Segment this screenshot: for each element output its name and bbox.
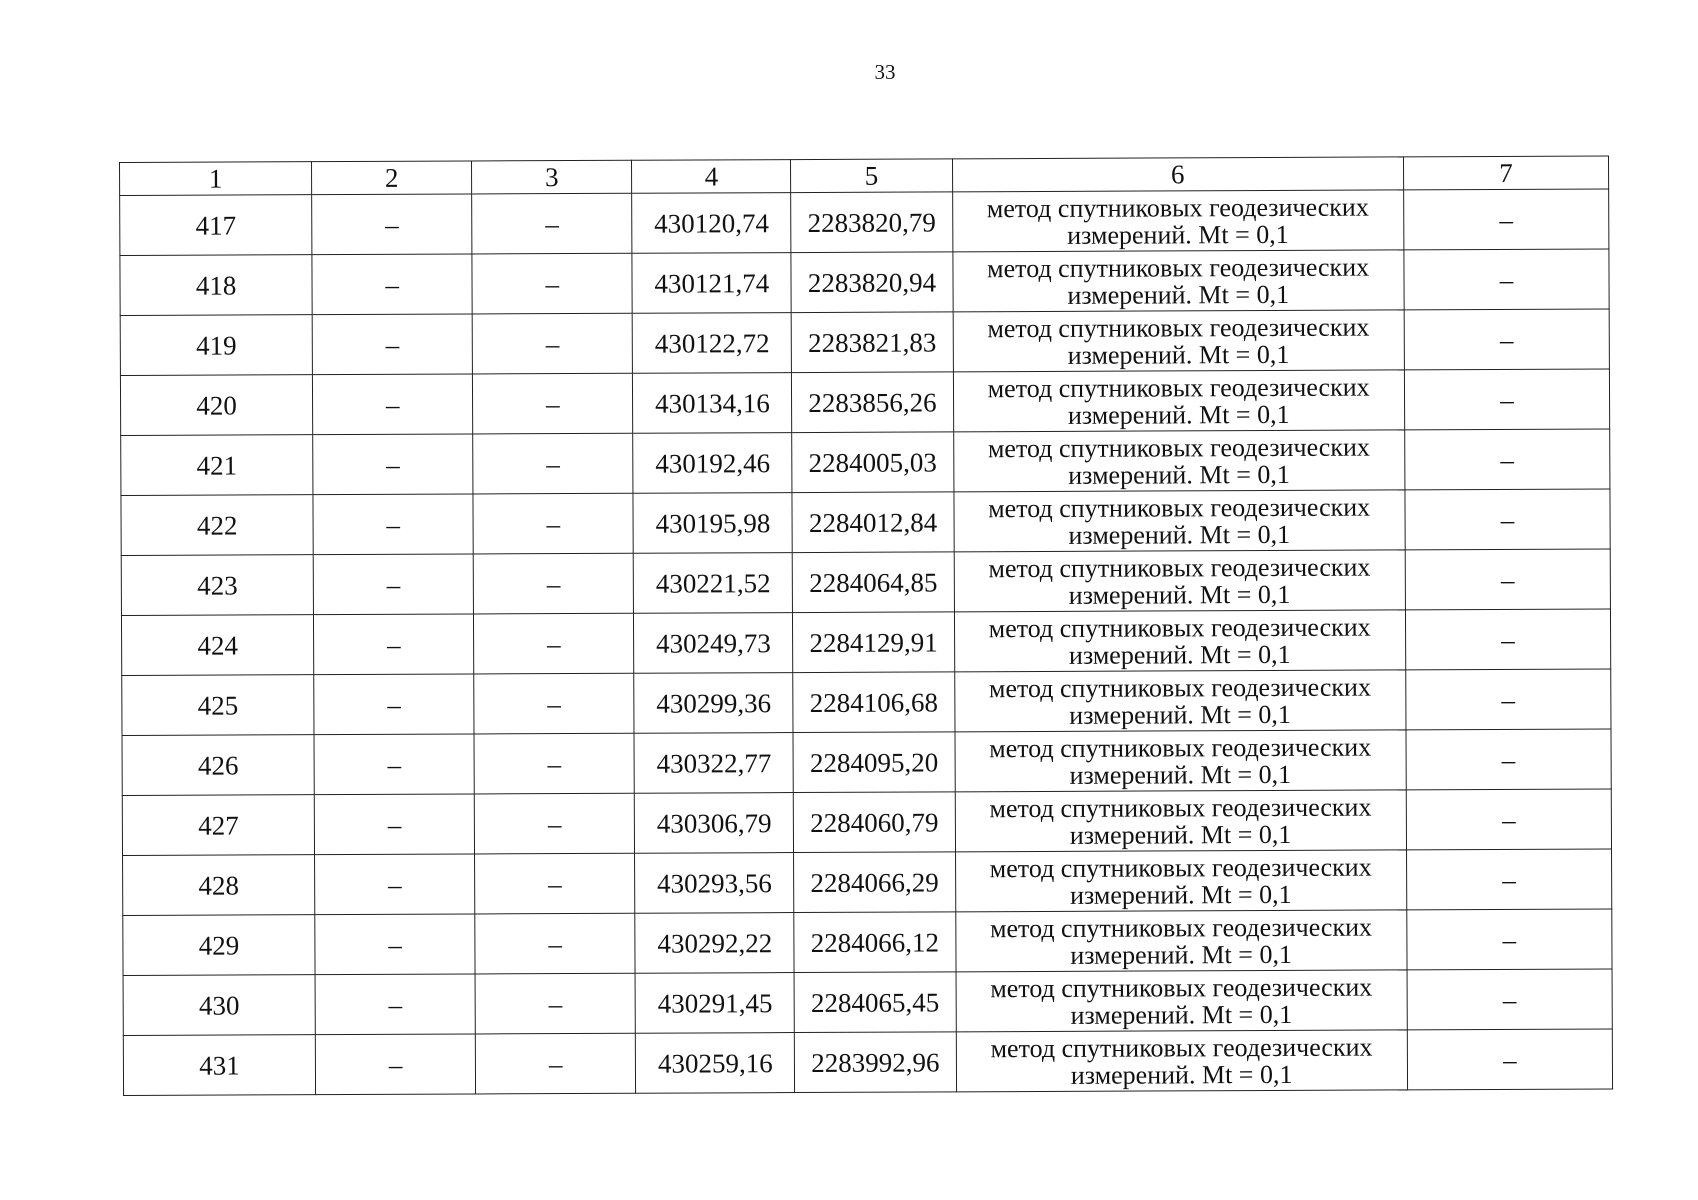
table-row	[122, 789, 1611, 855]
column-7-cell: –	[1403, 189, 1608, 250]
method-cell: метод спутниковых геодезических измерений. Mt = 0,1	[952, 250, 1404, 312]
column-3-cell: –	[475, 853, 635, 914]
x-coordinate-cell: 430292,22	[635, 913, 794, 974]
point-number-cell: 428	[123, 855, 315, 916]
point-number-cell: 425	[122, 675, 314, 736]
column-3-cell: –	[474, 793, 634, 854]
x-coordinate-cell: 430293,56	[635, 853, 794, 914]
column-header: 7	[1403, 156, 1608, 190]
column-7-cell: –	[1404, 429, 1609, 490]
method-cell: метод спутниковых геодезических измерений. Mt = 0,1	[953, 430, 1405, 492]
column-header: 6	[952, 157, 1403, 192]
column-7-cell: –	[1406, 729, 1611, 790]
y-coordinate-cell: 2284106,68	[793, 672, 954, 733]
column-2-cell: –	[312, 314, 472, 375]
y-coordinate-cell: 2284095,20	[793, 732, 954, 793]
column-7-cell: –	[1406, 789, 1611, 850]
table-row	[122, 729, 1611, 795]
point-number-cell: 424	[121, 615, 313, 676]
column-7-cell: –	[1406, 669, 1611, 730]
x-coordinate-cell: 430299,36	[634, 673, 793, 734]
x-coordinate-cell: 430322,77	[634, 733, 793, 794]
table-row	[121, 549, 1610, 615]
column-2-cell: –	[313, 434, 473, 495]
table-row	[120, 369, 1609, 435]
column-2-cell: –	[312, 254, 472, 315]
column-3-cell: –	[472, 313, 632, 374]
column-7-cell: –	[1404, 369, 1609, 430]
column-2-cell: –	[314, 674, 474, 735]
column-2-cell: –	[313, 494, 473, 555]
point-number-cell: 417	[120, 195, 312, 256]
column-3-cell: –	[476, 1033, 636, 1094]
table-row	[122, 669, 1611, 735]
column-2-cell: –	[315, 854, 475, 915]
point-number-cell: 427	[122, 795, 314, 856]
column-7-cell: –	[1407, 1029, 1612, 1090]
point-number-cell: 422	[121, 495, 313, 556]
table-row	[123, 909, 1612, 975]
point-number-cell: 430	[123, 975, 315, 1036]
column-header: 5	[791, 159, 952, 193]
column-2-cell: –	[314, 734, 474, 795]
point-number-cell: 420	[120, 375, 312, 436]
y-coordinate-cell: 2283821,83	[792, 312, 953, 373]
y-coordinate-cell: 2283820,79	[791, 192, 952, 253]
column-7-cell: –	[1405, 489, 1610, 550]
column-7-cell: –	[1407, 909, 1612, 970]
point-number-cell: 423	[121, 555, 313, 616]
x-coordinate-cell: 430134,16	[633, 373, 792, 434]
y-coordinate-cell: 2284066,12	[794, 912, 955, 973]
table-row	[120, 309, 1609, 375]
method-cell: метод спутниковых геодезических измерений. Mt = 0,1	[956, 1030, 1408, 1092]
column-2-cell: –	[314, 794, 474, 855]
x-coordinate-cell: 430121,74	[632, 253, 791, 314]
column-2-cell: –	[312, 194, 472, 255]
page-number: 33	[874, 60, 896, 84]
method-cell: метод спутниковых геодезических измерений. Mt = 0,1	[954, 610, 1406, 672]
table-row	[120, 249, 1609, 315]
table-row	[123, 849, 1612, 915]
y-coordinate-cell: 2284066,29	[794, 852, 955, 913]
y-coordinate-cell: 2284129,91	[793, 612, 954, 673]
column-3-cell: –	[474, 673, 634, 734]
column-2-cell: –	[315, 914, 475, 975]
y-coordinate-cell: 2283856,26	[792, 372, 953, 433]
x-coordinate-cell: 430249,73	[634, 613, 793, 674]
method-cell: метод спутниковых геодезических измерений. Mt = 0,1	[953, 310, 1405, 372]
method-cell: метод спутниковых геодезических измерений. Mt = 0,1	[954, 730, 1406, 792]
table-row	[121, 429, 1610, 495]
column-header: 1	[120, 162, 312, 196]
column-2-cell: –	[315, 1034, 475, 1095]
column-3-cell: –	[474, 613, 634, 674]
column-header: 4	[632, 160, 791, 194]
column-3-cell: –	[475, 973, 635, 1034]
point-number-cell: 426	[122, 735, 314, 796]
column-3-cell: –	[473, 493, 633, 554]
method-cell: метод спутниковых геодезических измерений. Mt = 0,1	[952, 190, 1404, 252]
x-coordinate-cell: 430221,52	[634, 553, 793, 614]
column-3-cell: –	[474, 733, 634, 794]
y-coordinate-cell: 2283992,96	[795, 1032, 956, 1093]
column-3-cell: –	[472, 193, 632, 254]
y-coordinate-cell: 2284065,45	[794, 972, 955, 1033]
method-cell: метод спутниковых геодезических измерений. Mt = 0,1	[955, 850, 1407, 912]
y-coordinate-cell: 2284060,79	[794, 792, 955, 853]
table-row	[120, 189, 1609, 255]
method-cell: метод спутниковых геодезических измерений. Mt = 0,1	[956, 970, 1408, 1032]
column-2-cell: –	[314, 614, 474, 675]
table-row	[121, 609, 1610, 675]
point-number-cell: 419	[120, 315, 312, 376]
x-coordinate-cell: 430122,72	[632, 313, 791, 374]
y-coordinate-cell: 2283820,94	[791, 252, 952, 313]
point-number-cell: 418	[120, 255, 312, 316]
table-row	[123, 1029, 1612, 1095]
x-coordinate-cell: 430306,79	[635, 793, 794, 854]
column-3-cell: –	[473, 433, 633, 494]
column-7-cell: –	[1406, 849, 1611, 910]
point-number-cell: 421	[121, 435, 313, 496]
column-header: 3	[472, 160, 632, 194]
column-2-cell: –	[313, 554, 473, 615]
x-coordinate-cell: 430120,74	[632, 193, 791, 254]
column-2-cell: –	[313, 374, 473, 435]
y-coordinate-cell: 2284012,84	[792, 492, 953, 553]
method-cell: метод спутниковых геодезических измерений. Mt = 0,1	[953, 490, 1405, 552]
x-coordinate-cell: 430259,16	[636, 1033, 795, 1094]
method-cell: метод спутниковых геодезических измерений. Mt = 0,1	[953, 370, 1405, 432]
table-row	[123, 969, 1612, 1035]
x-coordinate-cell: 430195,98	[633, 493, 792, 554]
column-7-cell: –	[1405, 549, 1610, 610]
column-3-cell: –	[475, 913, 635, 974]
method-cell: метод спутниковых геодезических измерений. Mt = 0,1	[954, 670, 1406, 732]
column-2-cell: –	[315, 974, 475, 1035]
y-coordinate-cell: 2284005,03	[792, 432, 953, 493]
column-3-cell: –	[473, 373, 633, 434]
x-coordinate-cell: 430192,46	[633, 433, 792, 494]
column-3-cell: –	[472, 253, 632, 314]
coordinates-table	[119, 155, 1613, 1095]
point-number-cell: 431	[123, 1035, 315, 1096]
table-row	[121, 489, 1610, 555]
column-7-cell: –	[1404, 249, 1609, 310]
column-3-cell: –	[473, 553, 633, 614]
y-coordinate-cell: 2284064,85	[793, 552, 954, 613]
point-number-cell: 429	[123, 915, 315, 976]
column-7-cell: –	[1407, 969, 1612, 1030]
column-7-cell: –	[1405, 609, 1610, 670]
method-cell: метод спутниковых геодезических измерений. Mt = 0,1	[955, 790, 1407, 852]
method-cell: метод спутниковых геодезических измерений. Mt = 0,1	[954, 550, 1406, 612]
method-cell: метод спутниковых геодезических измерений. Mt = 0,1	[955, 910, 1407, 972]
table-body	[120, 189, 1613, 1095]
column-header: 2	[312, 161, 472, 195]
column-7-cell: –	[1404, 309, 1609, 370]
x-coordinate-cell: 430291,45	[635, 973, 794, 1034]
